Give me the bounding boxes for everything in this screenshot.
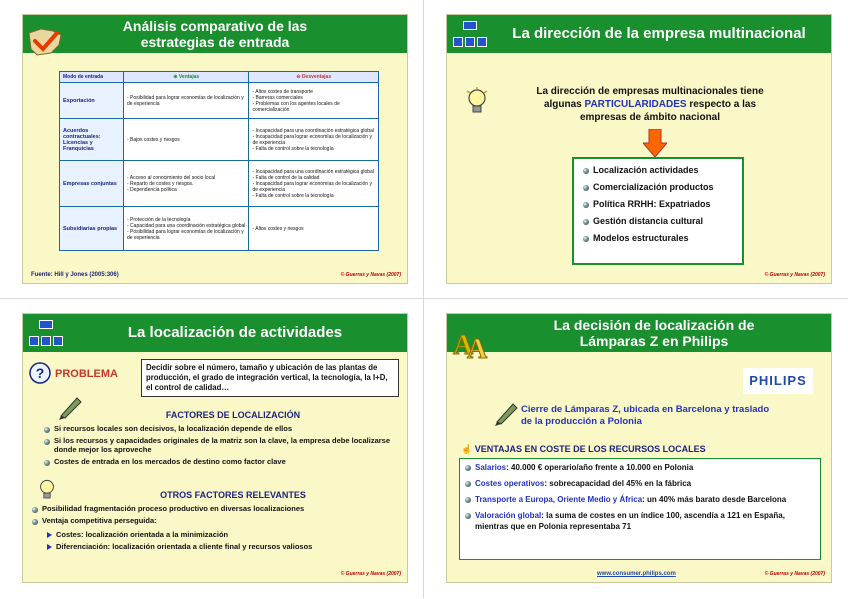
- slide-cell-1: [0, 0, 424, 299]
- credit: © Guerras y Navas (2007): [340, 571, 401, 577]
- slide-4: [446, 313, 832, 583]
- row-mode: Empresas conjuntas: [60, 161, 124, 207]
- down-arrow-icon: [643, 129, 667, 157]
- slide-title: La localización de actividades: [23, 314, 407, 352]
- svg-text:A: A: [467, 334, 488, 360]
- otros-title: OTROS FACTORES RELEVANTES: [160, 490, 306, 500]
- list-item: Costes de entrada en los mercados de destino como factor clave: [43, 457, 398, 466]
- row-mode: Subsidiarias propias: [60, 207, 124, 251]
- header-advantages: ⊕ Ventajas: [124, 72, 249, 83]
- row-advantages: - Bajos costes y riesgos: [124, 119, 249, 161]
- row-mode: Acuerdos contractuales: Licencias y Franquicias: [60, 119, 124, 161]
- list-item: Gestión distancia cultural: [582, 216, 734, 226]
- slide-2: [446, 14, 832, 284]
- question-icon: [29, 362, 51, 384]
- header-disadvantages: ⊖ Desventajas: [249, 72, 379, 83]
- list-item: Ventaja competitiva perseguida:: [31, 516, 401, 525]
- row-mode: Exportación: [60, 83, 124, 119]
- table-row: [60, 119, 379, 161]
- double-a-icon: [451, 324, 491, 360]
- list-item: Si recursos locales son decisivos, la localización depende de ellos: [43, 424, 398, 433]
- slide-cell-4: [424, 299, 848, 598]
- credit: © Guerras y Navas (2007): [764, 571, 825, 577]
- lightbulb-icon: [37, 478, 57, 502]
- lightbulb-icon: [465, 87, 489, 117]
- problema-box: Decidir sobre el número, tamaño y ubicación de las plantas de producción, el grado de integración vertical, la tecnología, la I+D, el control de calidad…: [141, 359, 399, 397]
- item-label: Transporte a Europa, Oriente Medio y África: [475, 495, 643, 504]
- slide-cell-2: [424, 0, 848, 299]
- item-text: : 40.000 € operario/año frente a 10.000 en Polonia: [506, 463, 694, 472]
- slide-1: [22, 14, 408, 284]
- pen-icon: [57, 394, 83, 420]
- list-item: Política RRHH: Expatriados: [582, 199, 734, 209]
- comparison-table: [59, 71, 379, 251]
- list-item: Modelos estructurales: [582, 233, 734, 243]
- header-mode: Modo de entrada: [60, 72, 124, 83]
- credit: © Guerras y Navas (2007): [340, 272, 401, 278]
- case-text: Cierre de Lámparas Z, ubicada en Barcelona y traslado de la producción a Polonia: [521, 404, 770, 427]
- item-label: Costes operativos: [475, 479, 545, 488]
- slide-title: [447, 314, 831, 352]
- credit: © Guerras y Navas (2007): [764, 272, 825, 278]
- item-text: : sobrecapacidad del 45% en la fábrica: [544, 479, 692, 488]
- row-advantages: - Protección de la tecnología - Capacidad para una coordinación estratégica global - Posibilidad para lograr economías de localización y de experiencia: [124, 207, 249, 251]
- list-item: [464, 494, 816, 505]
- row-advantages: - Posibilidad para lograr economías de localización y de experiencia: [124, 83, 249, 119]
- intro-part-b: respecto a las empresas de ámbito nacional: [579, 99, 757, 123]
- list-item: Posibilidad fragmentación proceso productivo en diversas localizaciones: [31, 504, 401, 513]
- spain-map-icon: [25, 25, 65, 59]
- title-line-1: Análisis comparativo de las: [122, 18, 308, 34]
- factores-list: [43, 424, 398, 469]
- problema-label: PROBLEMA: [55, 368, 118, 380]
- list-item: [464, 462, 816, 473]
- ventajas-title: [461, 444, 821, 455]
- hand-icon: ☝: [461, 444, 475, 454]
- title-line-2: Lámparas Z en Philips: [579, 333, 729, 349]
- topics-box: [572, 157, 744, 265]
- row-disadvantages: - Altos costes y riesgos: [249, 207, 379, 251]
- item-label: Salarios: [475, 463, 507, 472]
- svg-text:?: ?: [35, 365, 45, 381]
- table-header-row: [60, 72, 379, 83]
- list-item: [464, 478, 816, 489]
- table-row: [60, 161, 379, 207]
- table-row: [60, 207, 379, 251]
- ventajas-box: [459, 458, 821, 560]
- pen-icon: [493, 400, 519, 426]
- philips-link[interactable]: www.consumer.philips.com: [597, 571, 676, 577]
- org-chart-icon: [453, 21, 489, 49]
- list-item: Diferenciación: localización orientada a cliente final y recursos valiosos: [45, 542, 401, 551]
- intro-part-a: La dirección de empresas multinacionales tiene algunas: [536, 86, 764, 110]
- slide-title: [23, 15, 407, 53]
- source-note: Fuente: Hill y Jones (2005:306): [31, 272, 119, 278]
- svg-text:A: A: [453, 330, 474, 360]
- slide-cell-3: [0, 299, 424, 598]
- org-chart-icon: [29, 320, 65, 348]
- otros-list: [31, 504, 401, 528]
- row-disadvantages: - Altos costes de transporte - Barreras comerciales - Problemas con los agentes locales de comercialización: [249, 83, 379, 119]
- ventajas-list: [464, 462, 816, 532]
- title-line-2: estrategias de entrada: [140, 34, 290, 50]
- table-row: [60, 83, 379, 119]
- slide-3: [22, 313, 408, 583]
- list-item: Comercialización productos: [582, 182, 734, 192]
- row-disadvantages: - Incapacidad para una coordinación estratégica global - Falta de control de la calidad - Incapacidad para lograr economías de localización y de experiencia - Falta de control sobre la tecnología: [249, 161, 379, 207]
- factores-title: FACTORES DE LOCALIZACIÓN: [165, 410, 301, 420]
- list-item: Si los recursos y capacidades originales de la matriz son la clave, la empresa debe localizarse donde mejor los aproveche: [43, 436, 398, 454]
- item-text: : un 40% más barato desde Barcelona: [642, 495, 787, 504]
- item-text: : la suma de costes en un índice 100, ascendía a 121 en España, mientras que en Polonia representaba 71: [475, 511, 785, 531]
- philips-logo: PHILIPS: [743, 368, 813, 394]
- intro-highlight: PARTICULARIDADES: [584, 99, 687, 110]
- row-advantages: - Acceso al conocimiento del socio local - Reparto de costes y riesgos. - Dependencia política: [124, 161, 249, 207]
- sub-list: [45, 530, 401, 554]
- list-item: Costes: localización orientada a la minimización: [45, 530, 401, 539]
- ventajas-title-text: VENTAJAS EN COSTE DE LOS RECURSOS LOCALES: [474, 444, 706, 454]
- intro-text: [525, 85, 775, 124]
- item-label: Valoración global: [475, 511, 542, 520]
- title-line-1: La decisión de localización de: [553, 317, 755, 333]
- list-item: Localización actividades: [582, 165, 734, 175]
- slide-title: La dirección de la empresa multinacional: [447, 15, 831, 53]
- row-disadvantages: - Incapacidad para una coordinación estratégica global - Incapacidad para lograr economías de localización y de experiencia - Falta de control sobre la tecnología: [249, 119, 379, 161]
- list-item: [464, 510, 816, 532]
